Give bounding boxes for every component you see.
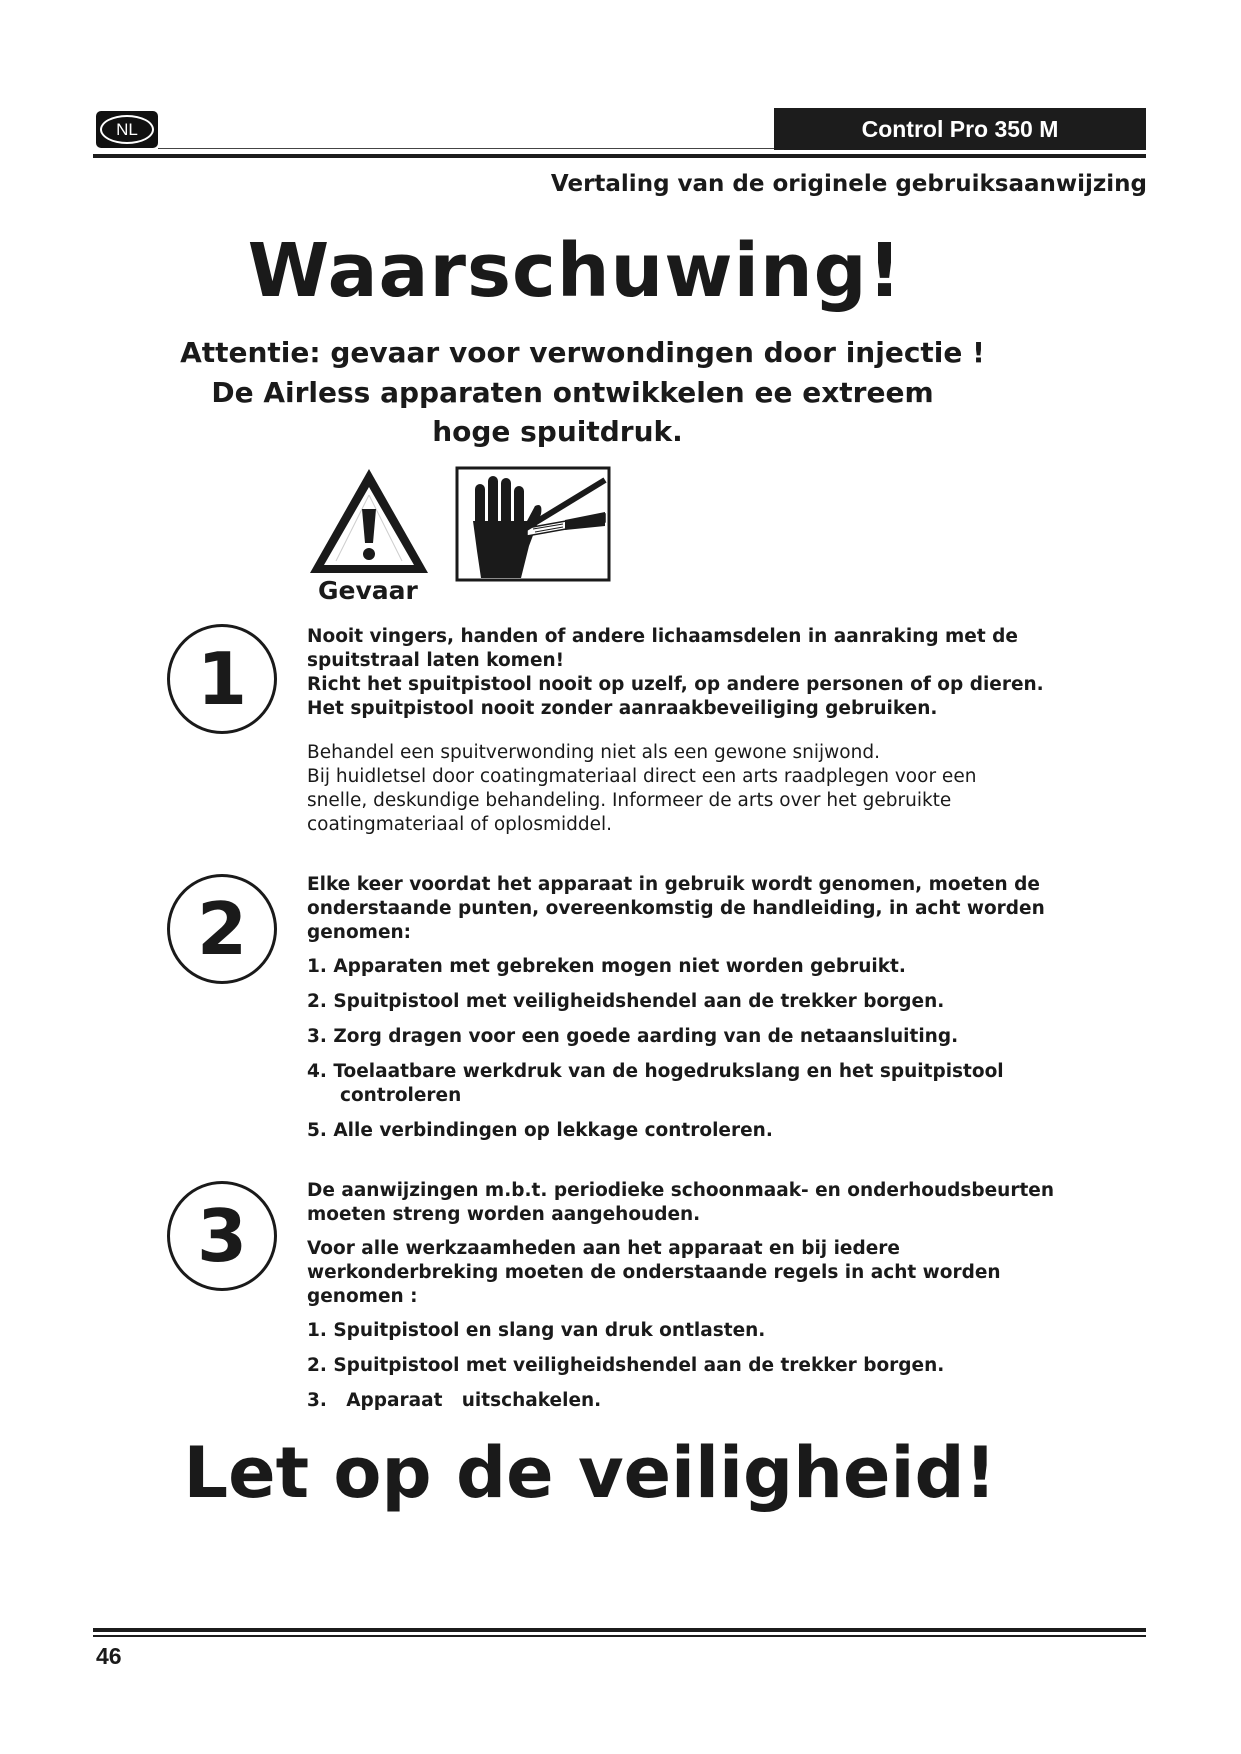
attention-line-1: Attentie: gevaar voor verwondingen door injectie ! — [180, 336, 985, 369]
section-3-intro-line: moeten streng worden aangehouden. — [307, 1204, 701, 1225]
product-name: Control Pro 350 M — [774, 108, 1146, 150]
section-2-item-continuation: controleren — [340, 1085, 462, 1106]
attention-line-3: hoge spuitdruk. — [432, 415, 683, 448]
section-2-item: 2. Spuitpistool met veiligheidshendel aan de trekker borgen. — [307, 991, 945, 1012]
section-1-bold-line: spuitstraal laten komen! — [307, 650, 565, 671]
section-1-normal-line: Bij huidletsel door coatingmateriaal direct een arts raadplegen voor een — [307, 766, 977, 787]
section-1-bold-line: Richt het spuitpistool nooit op uzelf, op andere personen of op dieren. — [307, 674, 1044, 695]
section-1-bold-line: Nooit vingers, handen of andere lichaamsdelen in aanraking met de — [307, 626, 1018, 647]
language-badge-label: NL — [100, 115, 154, 144]
document-subtitle: Vertaling van de originele gebruiksaanwijzing — [550, 171, 1147, 197]
section-3-item: 2. Spuitpistool met veiligheidshendel aan de trekker borgen. — [307, 1355, 945, 1376]
section-3-intro-line: genomen : — [307, 1286, 418, 1307]
section-1-normal-line: snelle, deskundige behandeling. Informeer de arts over het gebruikte — [307, 790, 952, 811]
section-3-intro-line: De aanwijzingen m.b.t. periodieke schoonmaak- en onderhoudsbeurten — [307, 1180, 1055, 1201]
section-3-intro-line: Voor alle werkzaamheden aan het apparaat en bij iedere — [307, 1238, 900, 1259]
header-rule — [93, 154, 1146, 158]
section-2-intro-line: genomen: — [307, 922, 412, 943]
language-badge — [96, 111, 158, 148]
section-3-intro-line: werkonderbreking moeten de onderstaande regels in acht worden — [307, 1262, 1001, 1283]
warning-title: Waarschuwing! — [247, 228, 903, 314]
section-3-item: 1. Spuitpistool en slang van druk ontlasten. — [307, 1320, 766, 1341]
section-2-text — [307, 873, 1067, 1143]
section-number-3: 3 — [167, 1181, 277, 1291]
section-2-item: 3. Zorg dragen voor een goede aarding van de netaansluiting. — [307, 1026, 959, 1047]
section-3-text — [307, 1179, 1067, 1413]
section-2-item: 4. Toelaatbare werkdruk van de hogedrukslang en het spuitpistool — [307, 1061, 1004, 1082]
section-1-bold-line: Het spuitpistool nooit zonder aanraakbeveiliging gebruiken. — [307, 698, 938, 719]
section-3-item: 3. Apparaat uitschakelen. — [307, 1390, 602, 1411]
section-2-intro-line: onderstaande punten, overeenkomstig de handleiding, in acht worden — [307, 898, 1045, 919]
danger-label: Gevaar — [318, 576, 418, 605]
page-number: 46 — [96, 1643, 122, 1669]
hand-spray-prohibited-icon — [455, 466, 611, 582]
section-number-2: 2 — [167, 874, 277, 984]
header-thin-rule — [158, 148, 774, 149]
section-1-normal-line: coatingmateriaal of oplosmiddel. — [307, 814, 613, 835]
closing-title: Let op de veiligheid! — [183, 1432, 997, 1514]
section-2-item: 1. Apparaten met gebreken mogen niet worden gebruikt. — [307, 956, 906, 977]
section-2-item: 5. Alle verbindingen op lekkage controleren. — [307, 1120, 773, 1141]
footer-rule-thin — [93, 1635, 1146, 1637]
section-1-normal-line: Behandel een spuitverwonding niet als een gewone snijwond. — [307, 742, 880, 763]
section-number-1: 1 — [167, 624, 277, 734]
warning-triangle-icon — [306, 465, 432, 577]
attention-line-2: De Airless apparaten ontwikkelen ee extreem — [211, 376, 934, 409]
section-1-text — [307, 625, 1067, 837]
footer-rule — [93, 1628, 1146, 1632]
section-2-intro-line: Elke keer voordat het apparaat in gebruik wordt genomen, moeten de — [307, 874, 1040, 895]
